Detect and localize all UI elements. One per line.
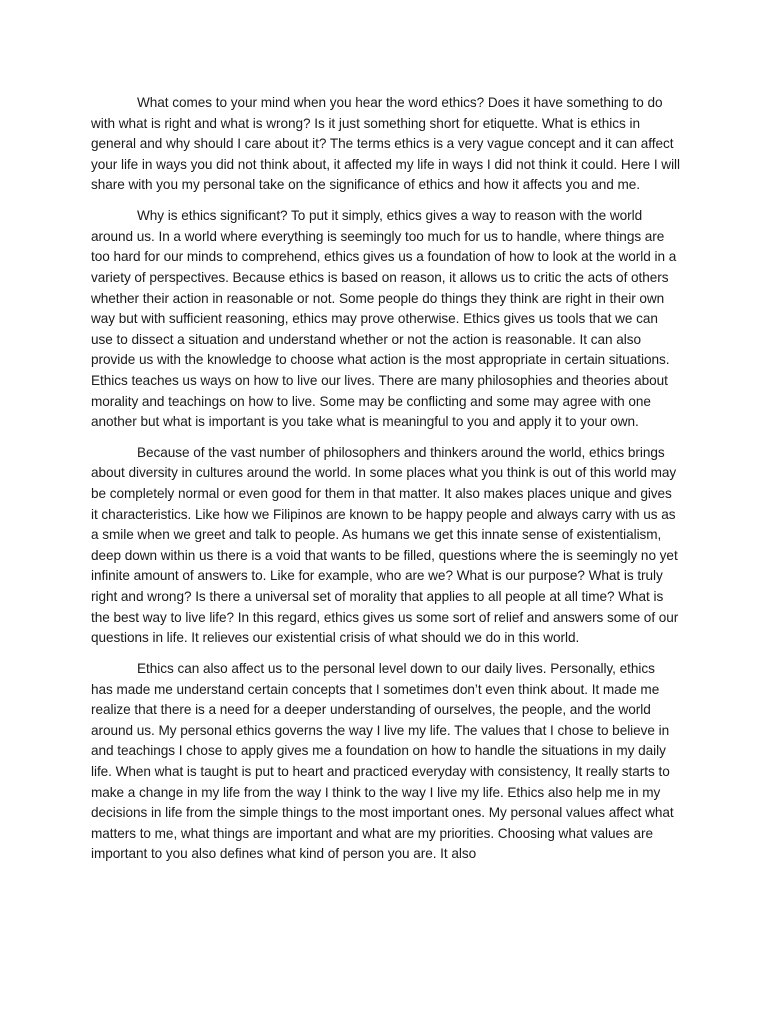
paragraph-3: Because of the vast number of philosophers and thinkers around the world, ethics brings about diversity in cultures around the world. In some places what you think is out of this world may be completely normal or even good for them in that matter. It also makes places unique and gives it characteristics. Like how we Filipinos are known to be happy people and always carry with us as a smile when we greet and talk to people. As humans we get this innate sense of existentialism, deep down within us there is a void that wants to be filled, questions where the is seemingly no yet infinite amount of answers to. Like for example, who are we? What is our purpose? What is truly right and wrong? Is there a universal set of morality that applies to all people at all time? What is the best way to live life? In this regard, ethics gives us some sort of relief and answers some of our questions in life. It relieves our existential crisis of what should we do in this world. — [91, 444, 679, 646]
paragraph-1: What comes to your mind when you hear the word ethics? Does it have something to do with what is right and what is wrong? Is it just something short for etiquette. What is ethics in general and why should I care about it? The terms ethics is a very vague concept and it can affect your life in ways you did not think about, it affected my life in ways I did not think it could. Here I will share with you my personal take on the significance of ethics and how it affects you and me. — [91, 95, 680, 193]
paragraph-2: Why is ethics significant? To put it simply, ethics gives a way to reason with the world around us. In a world where everything is seemingly too much for us to handle, where things are too hard for our minds to comprehend, ethics gives us a foundation of how to look at the world in a variety of perspectives. Because ethics is based on reason, it allows us to critic the acts of others whether their action in reasonable or not. Some people do things they think are right in their own way but with sufficient reasoning, ethics may prove otherwise. Ethics gives us tools that we can use to dissect a situation and understand whether or not the action is reasonable. It can also provide us with the knowledge to choose what action is the most appropriate in certain situations. Ethics teaches us ways on how to live our lives. There are many philosophies and theories about morality and teachings on how to live. Some may be conflicting and some may agree with one another but what is important is you take what is meaningful to you and apply it to your own. — [91, 208, 677, 430]
document-body — [91, 93, 680, 875]
paragraph-4: Ethics can also affect us to the personal level down to our daily lives. Personally, ethics has made me understand certain concepts that I sometimes don’t even think about. It made me realize that there is a need for a deeper understanding of ourselves, the people, and the world around us. My personal ethics governs the way I live my life. The values that I chose to believe in and teachings I chose to apply gives me a foundation on how to handle the situations in my daily life. When what is taught is put to heart and practiced everyday with consistency, It really starts to make a change in my life from the way I think to the way I live my life. Ethics also help me in my decisions in life from the simple things to the most important ones. My personal values affect what matters to me, what things are important and what are my priorities. Choosing what values are important to you also defines what kind of person you are. It also — [91, 661, 674, 862]
